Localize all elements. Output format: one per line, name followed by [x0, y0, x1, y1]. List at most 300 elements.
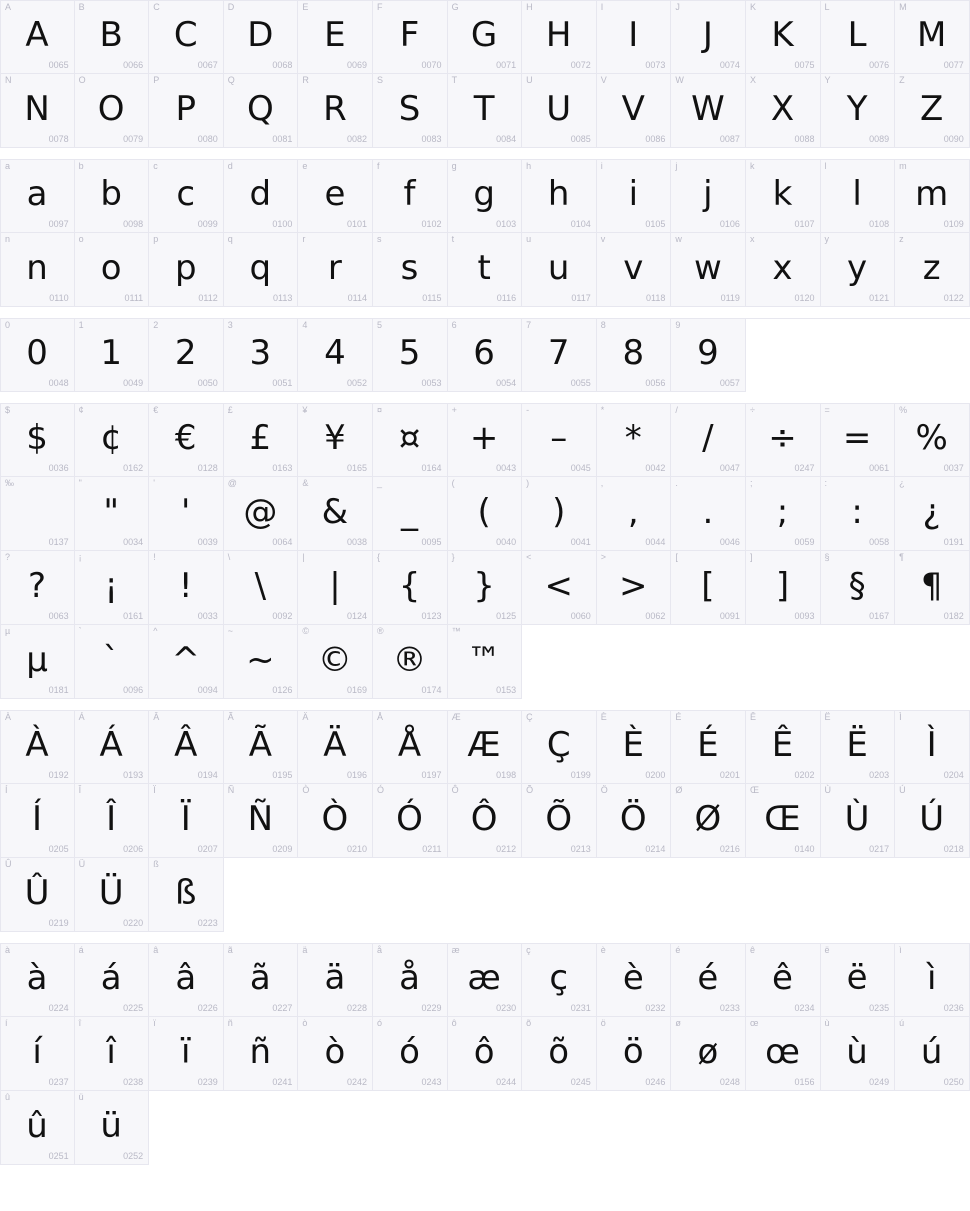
glyph-row	[0, 233, 970, 307]
glyph-cell[interactable]	[0, 551, 75, 625]
glyph-code-label: 0114	[347, 293, 367, 303]
glyph-cell[interactable]	[746, 1017, 821, 1091]
glyph-preview: ú	[920, 1031, 943, 1072]
glyph-cell[interactable]	[298, 159, 373, 233]
glyph-preview: Ë	[846, 725, 869, 765]
glyph-char-label: !	[153, 552, 156, 562]
glyph-cell[interactable]	[75, 0, 150, 74]
glyph-cell[interactable]	[224, 159, 299, 233]
glyph-cell-empty	[821, 625, 896, 699]
glyph-cell[interactable]	[298, 710, 373, 784]
glyph-preview: ¿	[922, 491, 942, 532]
glyph-code-label: 0195	[272, 770, 293, 780]
glyph-cell[interactable]	[298, 403, 373, 477]
glyph-cell[interactable]	[448, 1017, 523, 1091]
glyph-cell[interactable]	[821, 233, 896, 307]
glyph-cell-empty	[597, 1091, 672, 1165]
glyph-cell[interactable]	[298, 233, 373, 307]
glyph-cell[interactable]	[746, 403, 821, 477]
glyph-code-label: 0199	[570, 770, 591, 780]
glyph-cell-empty	[821, 858, 896, 932]
glyph-preview: ù	[846, 1031, 869, 1072]
glyph-cell[interactable]	[298, 1017, 373, 1091]
glyph-cell[interactable]	[895, 403, 970, 477]
glyph-code-label: 0062	[645, 611, 666, 621]
glyph-cell[interactable]	[895, 551, 970, 625]
glyph-cell[interactable]	[597, 551, 672, 625]
glyph-char-label: Â	[153, 712, 160, 722]
glyph-preview: –	[550, 418, 568, 458]
glyph-preview: ÷	[768, 418, 798, 458]
glyph-cell[interactable]	[373, 0, 448, 74]
glyph-cell[interactable]	[75, 233, 150, 307]
glyph-char-label: Ï	[153, 785, 156, 795]
glyph-cell[interactable]	[75, 710, 150, 784]
glyph-char-label: "	[78, 478, 82, 488]
glyph-row	[0, 74, 970, 148]
glyph-cell[interactable]	[895, 477, 970, 551]
glyph-char-label: ç	[526, 945, 531, 955]
glyph-code-label: 0218	[943, 844, 964, 854]
block-separator	[0, 392, 970, 403]
glyph-cell[interactable]	[597, 318, 672, 392]
glyph-preview: /	[702, 418, 715, 458]
glyph-char-label: 3	[227, 320, 233, 330]
glyph-code-label: 0216	[719, 844, 740, 854]
glyph-preview: $	[26, 418, 49, 458]
glyph-cell[interactable]	[149, 159, 224, 233]
glyph-cell[interactable]	[149, 0, 224, 74]
glyph-char-label: ¿	[899, 478, 905, 488]
glyph-cell[interactable]	[149, 625, 224, 699]
glyph-cell[interactable]	[448, 403, 523, 477]
glyph-cell[interactable]	[746, 551, 821, 625]
glyph-char-label: ë	[824, 945, 830, 955]
glyph-char-label: ò	[302, 1018, 308, 1028]
glyph-code-label: 0118	[645, 293, 666, 303]
glyph-cell[interactable]	[0, 858, 75, 932]
glyph-code-label: 0094	[197, 685, 218, 695]
glyph-preview: =	[842, 418, 872, 458]
glyph-preview: |	[329, 565, 342, 606]
glyph-char-label: p	[153, 234, 159, 244]
glyph-row	[0, 1091, 970, 1165]
glyph-char-label: *	[600, 405, 605, 415]
glyph-cell[interactable]	[149, 858, 224, 932]
glyph-preview: Ù	[844, 798, 871, 839]
glyph-cell[interactable]	[821, 943, 896, 1017]
glyph-cell[interactable]	[149, 1017, 224, 1091]
glyph-cell[interactable]	[0, 159, 75, 233]
glyph-preview: ¤	[398, 418, 421, 458]
glyph-cell[interactable]	[821, 159, 896, 233]
glyph-code-label: 0252	[123, 1151, 144, 1161]
glyph-preview: ¢	[100, 418, 123, 458]
glyph-char-label: s	[376, 234, 382, 244]
glyph-code-label: 0074	[719, 60, 740, 70]
glyph-cell[interactable]	[597, 477, 672, 551]
glyph-cell[interactable]	[597, 159, 672, 233]
glyph-char-label: F	[376, 2, 383, 12]
glyph-cell[interactable]	[448, 74, 523, 148]
glyph-cell[interactable]	[448, 477, 523, 551]
glyph-cell[interactable]	[821, 403, 896, 477]
glyph-preview: ;	[776, 491, 789, 532]
glyph-cell[interactable]	[597, 403, 672, 477]
glyph-char-label: (	[451, 478, 455, 488]
glyph-preview: Ñ	[247, 798, 274, 839]
glyph-cell[interactable]	[224, 625, 299, 699]
glyph-char-label: ~	[227, 626, 234, 636]
glyph-code-label: 0174	[421, 685, 442, 695]
glyph-cell[interactable]	[224, 784, 299, 858]
glyph-char-label: Í	[5, 785, 8, 795]
glyph-cell[interactable]	[149, 74, 224, 148]
glyph-cell[interactable]	[373, 551, 448, 625]
glyph-char-label: r	[302, 234, 306, 244]
glyph-cell[interactable]	[821, 74, 896, 148]
glyph-char-label: @	[227, 478, 237, 488]
glyph-cell[interactable]	[671, 710, 746, 784]
glyph-cell[interactable]	[224, 477, 299, 551]
glyph-preview: ™	[467, 639, 502, 680]
glyph-cell[interactable]	[149, 710, 224, 784]
glyph-preview: œ	[765, 1031, 801, 1072]
glyph-code-label: 0078	[48, 134, 69, 144]
glyph-row	[0, 0, 970, 74]
glyph-cell[interactable]	[746, 710, 821, 784]
glyph-cell[interactable]	[522, 403, 597, 477]
glyph-cell[interactable]	[0, 74, 75, 148]
glyph-cell[interactable]	[746, 74, 821, 148]
glyph-cell[interactable]	[0, 318, 75, 392]
glyph-code-label: 0198	[496, 770, 517, 780]
glyph-cell[interactable]	[75, 477, 150, 551]
glyph-cell[interactable]	[0, 710, 75, 784]
glyph-cell[interactable]	[448, 784, 523, 858]
glyph-cell[interactable]	[448, 551, 523, 625]
glyph-cell[interactable]	[895, 784, 970, 858]
glyph-cell[interactable]	[746, 784, 821, 858]
glyph-cell[interactable]	[75, 403, 150, 477]
glyph-char-label: 7	[526, 320, 532, 330]
glyph-preview: D	[247, 15, 274, 55]
glyph-code-label: 0182	[943, 611, 964, 621]
glyph-cell[interactable]	[224, 74, 299, 148]
glyph-char-label: Æ	[451, 712, 461, 722]
glyph-code-label: 0140	[794, 844, 815, 854]
glyph-cell[interactable]	[0, 625, 75, 699]
glyph-cell[interactable]	[224, 1017, 299, 1091]
glyph-cell[interactable]	[298, 477, 373, 551]
glyph-cell[interactable]	[75, 551, 150, 625]
glyph-cell-empty	[671, 625, 746, 699]
glyph-char-label: 4	[302, 320, 308, 330]
glyph-preview: )	[552, 491, 566, 532]
glyph-preview: S	[398, 88, 421, 129]
glyph-cell[interactable]	[522, 477, 597, 551]
glyph-cell[interactable]	[522, 784, 597, 858]
glyph-cell[interactable]	[895, 74, 970, 148]
glyph-cell[interactable]	[448, 625, 523, 699]
glyph-code-label: 0125	[496, 611, 517, 621]
glyph-cell[interactable]	[821, 477, 896, 551]
glyph-code-label: 0210	[346, 844, 367, 854]
glyph-cell[interactable]	[522, 233, 597, 307]
glyph-cell[interactable]	[298, 625, 373, 699]
glyph-cell[interactable]	[448, 710, 523, 784]
glyph-cell[interactable]	[448, 233, 523, 307]
glyph-cell-empty	[522, 625, 597, 699]
glyph-cell[interactable]	[373, 159, 448, 233]
glyph-cell[interactable]	[75, 318, 150, 392]
glyph-cell[interactable]	[75, 1017, 150, 1091]
glyph-cell[interactable]	[821, 551, 896, 625]
glyph-cell[interactable]	[373, 477, 448, 551]
glyph-cell[interactable]	[448, 159, 523, 233]
glyph-preview: ç	[549, 958, 569, 998]
glyph-cell[interactable]	[224, 943, 299, 1017]
glyph-cell[interactable]	[149, 233, 224, 307]
glyph-char-label: Ä	[302, 712, 309, 722]
block-separator	[0, 932, 970, 943]
glyph-char-label: t	[451, 234, 455, 244]
glyph-cell[interactable]	[522, 0, 597, 74]
glyph-preview: Ú	[919, 798, 945, 839]
glyph-cell[interactable]	[298, 551, 373, 625]
glyph-preview: Ô	[470, 798, 498, 839]
glyph-cell[interactable]	[75, 74, 150, 148]
glyph-char-label: T	[451, 75, 458, 85]
glyph-cell[interactable]	[373, 1017, 448, 1091]
glyph-code-label: 0084	[496, 134, 517, 144]
glyph-cell[interactable]	[895, 0, 970, 74]
glyph-char-label: ¥	[302, 405, 308, 415]
glyph-preview: 0	[26, 333, 49, 373]
glyph-char-label: ©	[302, 626, 310, 636]
glyph-cell[interactable]	[373, 784, 448, 858]
glyph-code-label: 0231	[570, 1003, 591, 1013]
glyph-code-label: 0041	[570, 537, 591, 547]
glyph-cell[interactable]	[0, 1017, 75, 1091]
glyph-cell[interactable]	[671, 1017, 746, 1091]
glyph-cell[interactable]	[373, 710, 448, 784]
glyph-code-label: 0042	[645, 463, 666, 473]
glyph-code-label: 0196	[346, 770, 367, 780]
glyph-cell[interactable]	[597, 233, 672, 307]
glyph-preview: h	[547, 174, 570, 214]
glyph-preview: Õ	[545, 798, 573, 839]
glyph-cell[interactable]	[671, 784, 746, 858]
glyph-code-label: 0217	[869, 844, 890, 854]
glyph-char-label: V	[600, 75, 607, 85]
glyph-cell-empty	[746, 1091, 821, 1165]
glyph-char-label: x	[749, 234, 755, 244]
glyph-code-label: 0038	[346, 537, 367, 547]
glyph-cell[interactable]	[149, 318, 224, 392]
glyph-preview: %	[915, 418, 949, 458]
glyph-cell[interactable]	[149, 477, 224, 551]
glyph-cell[interactable]	[0, 943, 75, 1017]
glyph-char-label: P	[153, 75, 160, 85]
glyph-code-label: 0248	[719, 1077, 740, 1087]
glyph-preview: ¶	[920, 565, 943, 606]
glyph-cell[interactable]	[895, 233, 970, 307]
glyph-char-label: ‰	[5, 478, 14, 488]
glyph-cell[interactable]	[821, 0, 896, 74]
glyph-cell[interactable]	[149, 784, 224, 858]
glyph-cell[interactable]	[522, 318, 597, 392]
glyph-cell[interactable]	[522, 74, 597, 148]
glyph-cell[interactable]	[373, 403, 448, 477]
glyph-char-label: Ø	[675, 785, 683, 795]
glyph-cell[interactable]	[0, 233, 75, 307]
glyph-preview: ®	[392, 639, 428, 680]
glyph-code-label: 0069	[346, 60, 367, 70]
glyph-cell[interactable]	[821, 1017, 896, 1091]
glyph-char-label: D	[227, 2, 235, 12]
glyph-code-label: 0093	[794, 611, 815, 621]
glyph-cell[interactable]	[895, 1017, 970, 1091]
glyph-cell[interactable]	[373, 943, 448, 1017]
glyph-cell[interactable]	[224, 318, 299, 392]
glyph-char-label: l	[824, 161, 827, 171]
glyph-block-symbols-and-punctuation	[0, 403, 970, 699]
glyph-char-label: b	[78, 161, 84, 171]
glyph-cell[interactable]	[746, 0, 821, 74]
glyph-code-label: 0239	[197, 1077, 218, 1087]
glyph-cell[interactable]	[597, 74, 672, 148]
glyph-cell[interactable]	[373, 233, 448, 307]
glyph-code-label: 0051	[272, 378, 293, 388]
glyph-cell[interactable]	[0, 403, 75, 477]
glyph-preview: M	[917, 15, 947, 55]
glyph-cell[interactable]	[671, 943, 746, 1017]
glyph-cell[interactable]	[746, 943, 821, 1017]
glyph-cell[interactable]	[224, 551, 299, 625]
glyph-cell[interactable]	[0, 1091, 75, 1165]
glyph-code-label: 0111	[124, 293, 144, 303]
glyph-cell[interactable]	[224, 0, 299, 74]
glyph-cell[interactable]	[671, 318, 746, 392]
glyph-preview: r	[327, 247, 343, 288]
glyph-char-label: Ô	[451, 785, 459, 795]
glyph-cell[interactable]	[671, 74, 746, 148]
glyph-cell[interactable]	[746, 233, 821, 307]
glyph-cell[interactable]	[373, 318, 448, 392]
glyph-cell[interactable]	[522, 943, 597, 1017]
glyph-cell[interactable]	[0, 0, 75, 74]
glyph-cell[interactable]	[149, 551, 224, 625]
glyph-code-label: 0098	[123, 219, 144, 229]
glyph-char-label: g	[451, 161, 457, 171]
glyph-cell[interactable]	[298, 0, 373, 74]
glyph-cell[interactable]	[448, 318, 523, 392]
glyph-cell[interactable]	[224, 710, 299, 784]
glyph-cell[interactable]	[522, 1017, 597, 1091]
glyph-char-label: è	[600, 945, 606, 955]
glyph-cell[interactable]	[149, 943, 224, 1017]
glyph-cell[interactable]	[448, 0, 523, 74]
glyph-cell[interactable]	[298, 784, 373, 858]
glyph-cell[interactable]	[597, 784, 672, 858]
glyph-preview: 5	[398, 333, 421, 373]
glyph-cell[interactable]	[597, 943, 672, 1017]
glyph-cell[interactable]	[75, 784, 150, 858]
glyph-row	[0, 403, 970, 477]
glyph-char-label: Œ	[749, 785, 759, 795]
glyph-preview: @	[243, 491, 278, 532]
glyph-cell[interactable]	[671, 159, 746, 233]
glyph-cell[interactable]	[0, 784, 75, 858]
glyph-cell[interactable]	[298, 318, 373, 392]
glyph-code-label: 0097	[48, 219, 69, 229]
glyph-preview: n	[26, 247, 49, 288]
glyph-cell[interactable]	[671, 233, 746, 307]
glyph-cell-empty	[298, 1091, 373, 1165]
glyph-cell[interactable]	[224, 403, 299, 477]
glyph-cell[interactable]	[448, 943, 523, 1017]
glyph-cell[interactable]	[298, 74, 373, 148]
glyph-code-label: 0206	[123, 844, 144, 854]
glyph-preview: 2	[174, 333, 198, 373]
glyph-cell[interactable]	[75, 943, 150, 1017]
glyph-code-label: 0052	[346, 378, 367, 388]
glyph-cell[interactable]	[298, 943, 373, 1017]
glyph-cell[interactable]	[746, 159, 821, 233]
glyph-cell[interactable]	[597, 1017, 672, 1091]
glyph-cell[interactable]	[373, 625, 448, 699]
glyph-cell[interactable]	[522, 710, 597, 784]
glyph-cell[interactable]	[522, 159, 597, 233]
glyph-char-label: Õ	[526, 785, 534, 795]
glyph-cell[interactable]	[224, 233, 299, 307]
glyph-cell[interactable]	[75, 625, 150, 699]
glyph-cell[interactable]	[75, 858, 150, 932]
glyph-cell[interactable]	[746, 477, 821, 551]
glyph-cell[interactable]	[522, 551, 597, 625]
glyph-cell[interactable]	[671, 477, 746, 551]
glyph-cell[interactable]	[597, 710, 672, 784]
glyph-code-label: 0055	[570, 378, 591, 388]
glyph-cell[interactable]	[597, 0, 672, 74]
glyph-cell[interactable]	[671, 551, 746, 625]
glyph-cell[interactable]	[821, 784, 896, 858]
glyph-preview: Û	[24, 872, 50, 913]
glyph-cell[interactable]	[895, 159, 970, 233]
glyph-char-label: O	[78, 75, 86, 85]
glyph-row	[0, 784, 970, 858]
glyph-cell[interactable]	[821, 710, 896, 784]
glyph-code-label: 0194	[197, 770, 218, 780]
glyph-cell[interactable]	[895, 943, 970, 1017]
glyph-code-label: 0034	[123, 537, 144, 547]
glyph-cell[interactable]	[149, 403, 224, 477]
glyph-char-label: û	[5, 1092, 11, 1102]
glyph-block-lowercase-accented	[0, 943, 970, 1165]
glyph-cell[interactable]	[895, 710, 970, 784]
glyph-cell[interactable]	[373, 74, 448, 148]
glyph-cell[interactable]	[75, 159, 150, 233]
glyph-cell[interactable]	[0, 477, 75, 551]
glyph-cell[interactable]	[671, 403, 746, 477]
glyph-cell[interactable]	[671, 0, 746, 74]
glyph-char-label: õ	[526, 1018, 532, 1028]
glyph-cell[interactable]	[75, 1091, 150, 1165]
glyph-preview: Á	[99, 725, 124, 765]
glyph-code-label: 0165	[346, 463, 367, 473]
glyph-preview: `	[102, 639, 121, 680]
